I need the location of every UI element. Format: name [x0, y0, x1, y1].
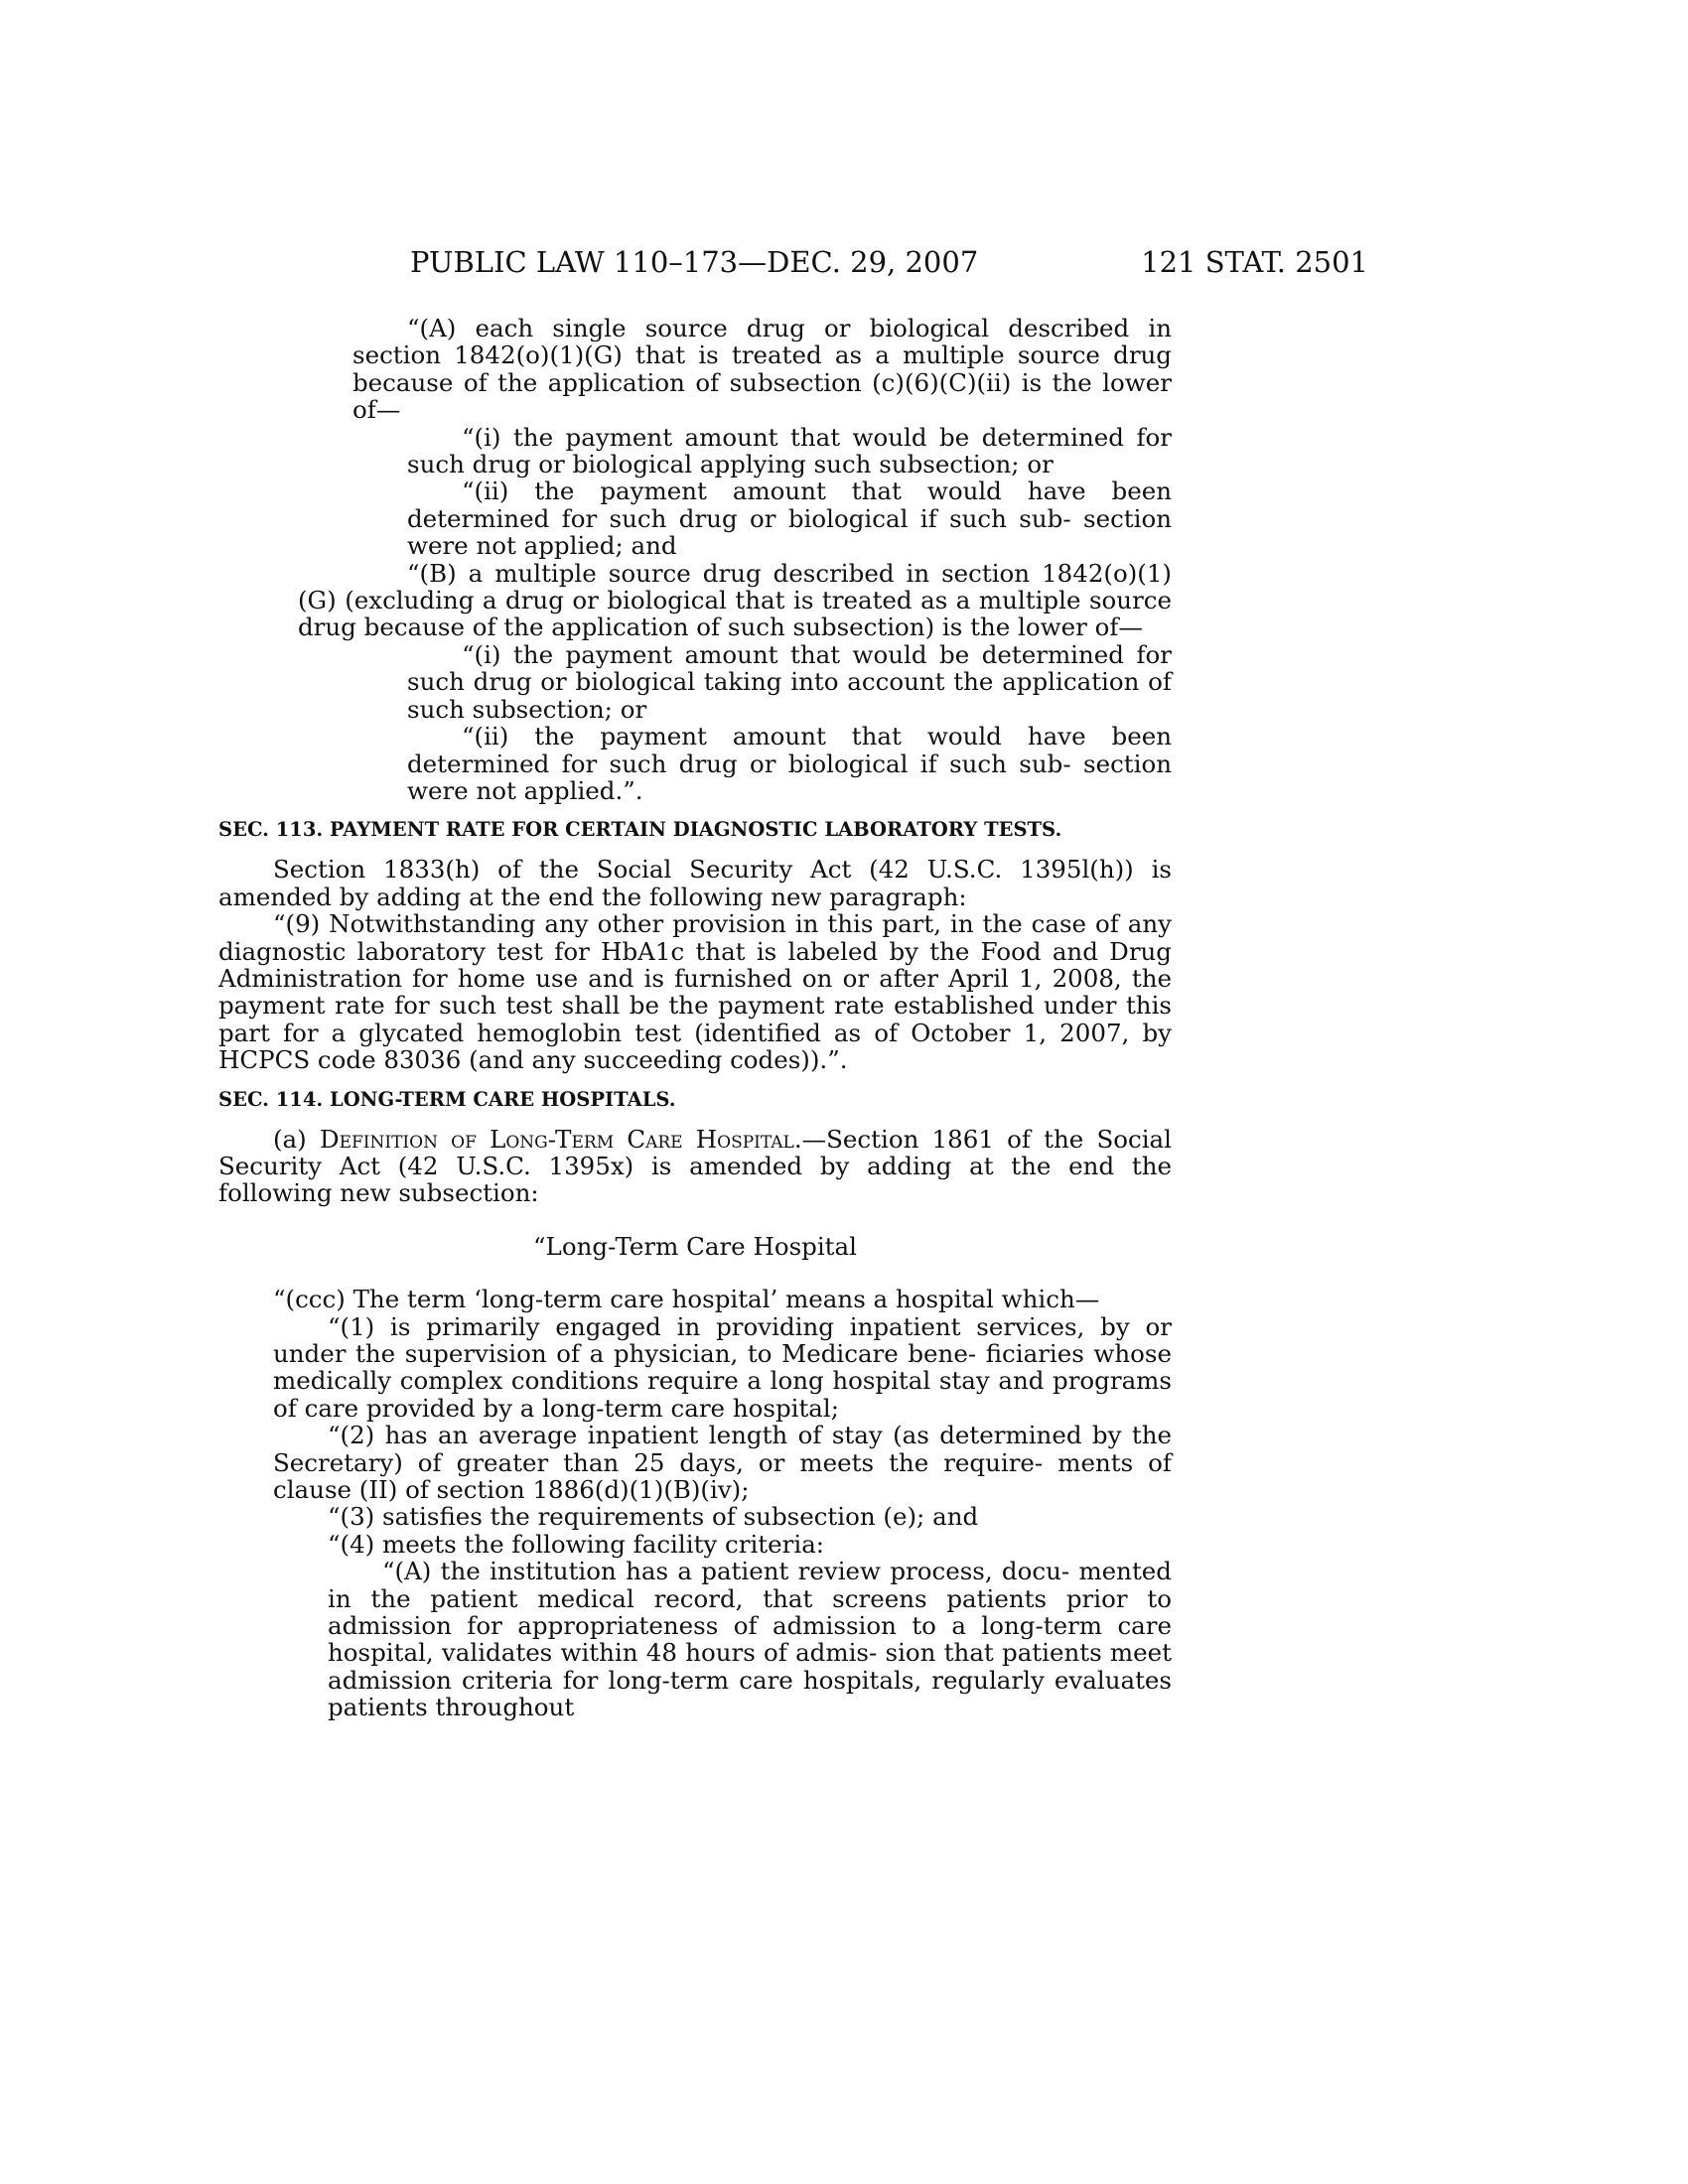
- paragraph-b: “(B) a multiple source drug described in section 1842(o)(1)(G) (excluding a drug or biological that is treated as a multiple source drug because of the application of such subsection) is the lower of—: [298, 558, 1172, 642]
- ccc-definition: “(ccc) The term ‘long-term care hospital’ means a hospital which—: [273, 1285, 1100, 1314]
- ccc-3: “(3) satisfies the requirements of subsection (e); and: [328, 1502, 979, 1532]
- ccc-1: “(1) is primarily engaged in providing inpatient services, by or under the supervision of a physician, to Medicare bene- ficiaries whose medically complex conditions require a long hospital stay and programs of care provided by a long-term care hospital;: [273, 1311, 1172, 1423]
- section-114-heading: SEC. 114. LONG-TERM CARE HOSPITALS.: [218, 1087, 676, 1111]
- subsection-a-text: .—Section 1861 of the Social Security Act (42 U.S.C. 1395x) is amended by adding at the end the following new subsection:: [218, 1124, 1172, 1208]
- paragraph-b-i: “(i) the payment amount that would be determined for such drug or biological taking into account the application of such subsection; or: [407, 639, 1172, 724]
- header-public-law: PUBLIC LAW 110–173—DEC. 29, 2007: [410, 245, 979, 279]
- section-113-heading: SEC. 113. PAYMENT RATE FOR CERTAIN DIAGNOSTIC LABORATORY TESTS.: [218, 818, 1062, 842]
- subsection-a-heading: Definition of Long-Term Care Hospital: [319, 1124, 794, 1154]
- section-113-paragraph-9: “(9) Notwithstanding any other provision in this part, in the case of any diagnostic laboratory test for HbA1c that is labeled by the Food and Drug Administration for home use and is furnished on or after April 1, 2008, the payment rate for such test shall be the payment rate established under this part for a glycated hemoglobin test (identified as of October 1, 2007, by HCPCS code 83036 (and any succeeding codes)).”.: [218, 909, 1172, 1075]
- running-head: [410, 242, 1368, 282]
- ccc-4-a: “(A) the institution has a patient review process, docu- mented in the patient medical record, that screens patients prior to admission for appropriateness of admission to a long-term care hospital, validates within 48 hours of admis- sion that patients meet admission criteria for long-term care hospitals, regularly evaluates patients throughout: [328, 1557, 1172, 1722]
- subsection-a-label: (a): [273, 1124, 320, 1154]
- paragraph-b-ii: “(ii) the payment amount that would have been determined for such drug or biological if such sub- section were not applied.”.: [407, 722, 1172, 805]
- section-114-a: [218, 1126, 1172, 1207]
- section-113-intro: Section 1833(h) of the Social Security Act (42 U.S.C. 1395l(h)) is amended by adding at the end the following new paragraph:: [218, 855, 1172, 911]
- paragraph-a-ii: “(ii) the payment amount that would have been determined for such drug or biological if such sub- section were not applied; and: [407, 477, 1172, 561]
- long-term-care-hospital-heading: “Long-Term Care Hospital: [533, 1231, 857, 1261]
- ccc-2: “(2) has an average inpatient length of stay (as determined by the Secretary) of greater than 25 days, or meets the require- ments of clause (II) of section 1886(d)(1)(B)(iv);: [273, 1421, 1172, 1505]
- paragraph-a-i: “(i) the payment amount that would be determined for such drug or biological applying such subsection; or: [407, 422, 1172, 479]
- header-stat-page: 121 STAT. 2501: [1141, 245, 1368, 279]
- paragraph-a: “(A) each single source drug or biological described in section 1842(o)(1)(G) that is treated as a multiple source drug because of the application of subsection (c)(6)(C)(ii) is the lower of—: [352, 314, 1172, 425]
- ccc-4: “(4) meets the following facility criteria:: [328, 1529, 825, 1559]
- document-body: [218, 314, 1172, 1722]
